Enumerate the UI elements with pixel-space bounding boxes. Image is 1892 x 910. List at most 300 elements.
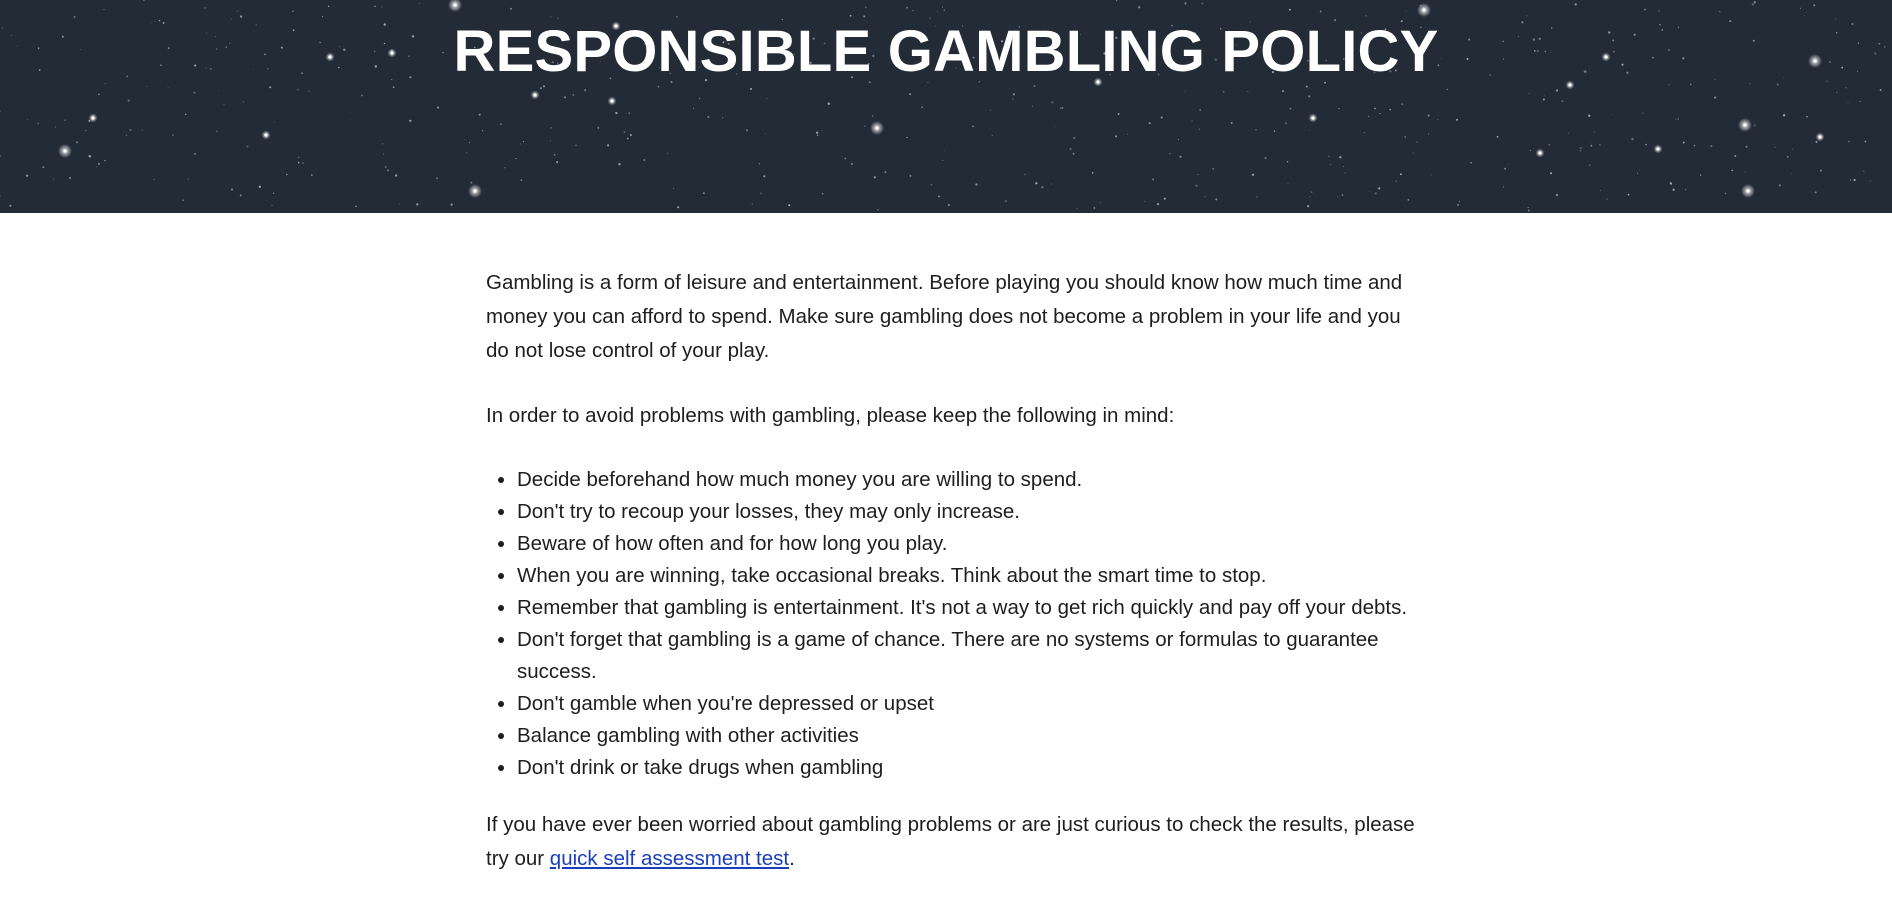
bright-star-core	[1538, 151, 1541, 154]
star	[96, 166, 97, 167]
star	[1850, 179, 1851, 180]
star	[1379, 187, 1380, 188]
star	[1309, 130, 1310, 131]
star	[624, 131, 626, 133]
star	[564, 96, 566, 98]
star	[822, 130, 823, 131]
star	[85, 130, 86, 131]
star	[523, 141, 524, 142]
star	[618, 163, 620, 165]
star	[1231, 122, 1233, 124]
star	[1374, 108, 1376, 110]
star	[1710, 145, 1712, 147]
star	[942, 7, 943, 8]
star	[1804, 15, 1805, 16]
star	[1404, 136, 1405, 137]
star	[153, 179, 154, 180]
star	[98, 163, 100, 165]
star	[1073, 137, 1075, 139]
star	[298, 162, 300, 164]
list-item: • Balance gambling with other activities	[517, 720, 1416, 752]
star	[128, 99, 130, 101]
star	[0, 155, 1, 156]
star	[1152, 178, 1154, 180]
star	[37, 123, 39, 125]
star	[1606, 198, 1607, 199]
closing-paragraph	[486, 808, 1416, 876]
star	[1144, 201, 1145, 202]
star	[1457, 204, 1459, 206]
closing-text: If you have ever been worried about gambling problems or are just curious to check the results, please try our	[486, 813, 1415, 870]
star	[1459, 201, 1461, 203]
star	[515, 158, 516, 159]
star	[98, 93, 100, 95]
star	[465, 139, 466, 140]
star	[1550, 172, 1552, 174]
star	[500, 123, 501, 124]
star	[1437, 119, 1438, 120]
star	[627, 138, 629, 140]
star	[1637, 173, 1638, 174]
star	[231, 188, 233, 190]
star	[188, 178, 189, 179]
star	[172, 134, 173, 135]
star	[1255, 129, 1256, 130]
star	[395, 174, 397, 176]
star	[1378, 187, 1380, 189]
star	[381, 6, 382, 7]
star	[1658, 10, 1659, 11]
bright-star-core	[91, 116, 94, 119]
star	[722, 117, 723, 118]
star	[1734, 155, 1736, 157]
star	[816, 132, 818, 134]
star	[1628, 194, 1630, 196]
star	[1528, 210, 1530, 212]
star	[1070, 148, 1072, 150]
star	[1800, 8, 1801, 9]
star	[788, 204, 790, 206]
star	[556, 161, 558, 163]
star	[550, 127, 552, 129]
star	[1580, 150, 1582, 152]
star	[76, 141, 78, 143]
star	[1820, 170, 1822, 172]
bright-star-core	[1746, 189, 1749, 192]
star	[1191, 120, 1193, 122]
star	[224, 104, 225, 105]
star	[1328, 155, 1330, 157]
star	[817, 135, 819, 137]
star	[1847, 102, 1848, 103]
lead-paragraph: In order to avoid problems with gambling, please keep the following in mind:	[486, 404, 1175, 427]
star	[1184, 2, 1186, 4]
star	[1164, 198, 1166, 200]
star	[382, 143, 383, 144]
star	[1447, 89, 1448, 90]
star	[1588, 115, 1590, 117]
star	[1836, 92, 1837, 93]
star	[1330, 164, 1331, 165]
star	[630, 134, 632, 136]
star	[1428, 115, 1430, 117]
star	[944, 150, 945, 151]
list-item: • When you are winning, take occasional breaks. Think about the smart time to stop.	[517, 560, 1416, 592]
star	[1746, 146, 1748, 148]
list-item: • Beware of how often and for how long you play.	[517, 528, 1416, 560]
star	[1865, 141, 1867, 143]
star	[865, 6, 867, 8]
star	[1672, 189, 1674, 191]
self-assessment-link[interactable]: quick self assessment test	[549, 847, 790, 870]
star	[1854, 179, 1856, 181]
star	[1428, 133, 1429, 134]
star	[286, 174, 287, 175]
star	[182, 199, 184, 201]
star	[1719, 11, 1720, 12]
star	[1092, 172, 1094, 174]
bright-star-core	[610, 99, 613, 102]
star	[1783, 114, 1785, 116]
star	[387, 169, 389, 171]
star	[1400, 173, 1402, 175]
star	[942, 160, 943, 161]
star	[944, 9, 946, 11]
star	[872, 115, 873, 116]
star	[479, 114, 481, 116]
star	[1813, 4, 1815, 6]
star	[1368, 116, 1369, 117]
list-item: • Don't try to recoup your losses, they may only increase.	[517, 496, 1416, 528]
star	[1806, 116, 1808, 118]
star	[204, 7, 206, 9]
star	[1870, 180, 1871, 181]
star	[1806, 12, 1807, 13]
star	[1590, 142, 1591, 143]
star	[912, 10, 913, 11]
star	[1041, 186, 1043, 188]
star	[64, 119, 66, 121]
star	[69, 177, 71, 179]
star	[1247, 91, 1248, 92]
star	[451, 203, 453, 205]
star	[615, 112, 617, 114]
star	[575, 144, 577, 146]
star	[628, 112, 630, 114]
star	[1860, 101, 1861, 102]
star	[142, 129, 143, 130]
star	[1138, 6, 1140, 8]
star	[550, 141, 551, 142]
star	[1199, 109, 1201, 111]
star	[237, 11, 238, 12]
star	[1337, 196, 1338, 197]
star	[298, 157, 299, 158]
star	[554, 154, 556, 156]
star	[937, 11, 938, 12]
star	[1290, 108, 1292, 110]
star	[273, 192, 274, 193]
star	[1775, 147, 1776, 148]
star	[1589, 164, 1590, 165]
star	[53, 179, 54, 180]
star	[1416, 141, 1418, 143]
star	[877, 209, 879, 211]
star	[765, 133, 766, 134]
star	[1073, 153, 1075, 155]
star	[274, 121, 275, 122]
star	[216, 130, 218, 132]
star	[1683, 142, 1685, 144]
star	[707, 116, 709, 118]
list-item: • Remember that gambling is entertainment. It's not a way to get rich quickly and pay off your debts.	[517, 592, 1416, 624]
star	[1792, 149, 1793, 150]
star	[1149, 122, 1151, 124]
star	[1642, 113, 1643, 114]
star	[1568, 133, 1569, 134]
bright-star-core	[1656, 147, 1659, 150]
star	[1215, 198, 1217, 200]
star	[416, 203, 418, 205]
star	[658, 86, 660, 88]
star	[1389, 109, 1391, 111]
star	[1116, 0, 1117, 1]
star	[1287, 161, 1289, 163]
star	[746, 129, 748, 131]
star	[1561, 100, 1563, 102]
star	[752, 204, 753, 205]
star	[0, 111, 1, 112]
star	[1094, 207, 1096, 209]
star	[540, 87, 542, 89]
star	[1779, 184, 1781, 186]
star	[948, 204, 950, 206]
star	[1060, 108, 1061, 109]
list-item: • Decide beforehand how much money you are willing to spend.	[517, 464, 1416, 496]
star	[1815, 191, 1817, 193]
star	[763, 175, 765, 177]
star	[1528, 207, 1529, 208]
star	[243, 101, 245, 103]
star	[1413, 152, 1414, 153]
star	[1530, 150, 1531, 151]
star	[1366, 15, 1367, 16]
star	[1032, 106, 1033, 107]
star	[1631, 138, 1633, 140]
star	[644, 159, 646, 161]
star	[126, 135, 128, 137]
star	[1700, 174, 1701, 175]
star	[1396, 181, 1397, 182]
star	[572, 94, 574, 96]
star	[393, 86, 395, 88]
star	[246, 145, 248, 147]
star	[504, 167, 505, 168]
star	[673, 188, 674, 189]
star	[667, 153, 669, 155]
star	[851, 163, 853, 165]
list-item: • Don't drink or take drugs when gambling	[517, 752, 1416, 784]
star	[1115, 135, 1117, 137]
star	[1644, 8, 1646, 10]
star	[1612, 114, 1613, 115]
list-item: • Don't gamble when you're depressed or upset	[517, 688, 1416, 720]
star	[104, 160, 105, 161]
star	[1161, 116, 1163, 118]
tips-list	[486, 464, 1416, 784]
star	[374, 6, 376, 8]
star	[1005, 200, 1007, 202]
star	[1338, 108, 1339, 109]
star	[992, 135, 993, 136]
star	[482, 130, 483, 131]
star	[1599, 144, 1601, 146]
star	[1061, 107, 1063, 109]
star	[1364, 132, 1365, 133]
star	[1548, 144, 1550, 146]
star	[1308, 95, 1310, 97]
star	[906, 137, 907, 138]
star	[1307, 205, 1309, 207]
star	[1556, 89, 1558, 91]
star	[308, 91, 309, 92]
page-title: RESPONSIBLE GAMBLING POLICY	[453, 19, 1439, 84]
star	[269, 86, 271, 88]
star	[27, 119, 28, 120]
star	[1375, 192, 1377, 194]
star	[1754, 124, 1756, 126]
star	[1169, 153, 1170, 154]
star	[1223, 91, 1225, 93]
bright-star-core	[453, 3, 456, 6]
star	[1311, 192, 1312, 193]
bright-star-core	[473, 189, 476, 192]
star	[129, 129, 131, 131]
policy-content	[486, 266, 1416, 876]
bright-star-core	[875, 126, 878, 129]
closing-period: .	[789, 847, 795, 870]
star	[584, 89, 586, 91]
star	[185, 114, 186, 115]
star	[1731, 169, 1733, 171]
star	[1405, 11, 1406, 12]
star	[55, 126, 56, 127]
star	[259, 186, 261, 188]
star	[1752, 3, 1754, 5]
star	[909, 93, 911, 95]
star	[1543, 98, 1545, 100]
star	[1051, 101, 1053, 103]
star	[850, 15, 852, 17]
star	[350, 112, 351, 113]
star	[89, 155, 91, 157]
star	[1157, 203, 1159, 205]
star	[409, 120, 411, 122]
star	[1845, 87, 1847, 89]
star	[598, 127, 600, 129]
star	[194, 153, 196, 155]
star	[1880, 89, 1882, 91]
star	[1497, 136, 1499, 138]
star	[292, 11, 294, 13]
star	[1470, 162, 1472, 164]
bright-star-core	[1422, 8, 1425, 11]
star	[1289, 9, 1291, 11]
star	[1675, 119, 1676, 120]
star	[240, 194, 242, 196]
star	[1685, 189, 1686, 190]
star	[1012, 98, 1014, 100]
star	[1205, 196, 1206, 197]
star	[1309, 196, 1310, 197]
star	[1252, 174, 1254, 176]
star	[1369, 191, 1370, 192]
star	[760, 192, 762, 194]
star	[1456, 119, 1458, 121]
intro-paragraph: Gambling is a form of leisure and entertainment. Before playing you should know how much time and money you can afford to spend. Make sure gambling does not become a problem in your life and you do not lose control of your play.	[486, 271, 1403, 362]
star	[1407, 199, 1409, 201]
star	[844, 158, 846, 160]
star	[1198, 174, 1199, 175]
star	[520, 179, 522, 181]
star	[1013, 93, 1015, 95]
star	[1529, 93, 1530, 94]
bright-star-core	[264, 133, 267, 136]
bright-star-core	[63, 149, 66, 152]
star	[1508, 163, 1509, 164]
star	[1274, 130, 1275, 131]
star	[1526, 15, 1527, 16]
star	[328, 6, 329, 7]
star	[1600, 190, 1601, 191]
star	[1431, 174, 1432, 175]
star	[1051, 183, 1052, 184]
star	[1544, 95, 1545, 96]
star	[520, 143, 522, 145]
star	[1199, 129, 1200, 130]
star	[1320, 11, 1322, 13]
star	[1816, 141, 1818, 143]
star	[302, 162, 304, 164]
bright-star-core	[1743, 123, 1746, 126]
star	[828, 103, 830, 105]
hero-banner	[0, 0, 1892, 213]
star	[1195, 185, 1197, 187]
star	[0, 195, 1, 196]
star	[693, 108, 694, 109]
star	[1745, 172, 1746, 173]
star	[385, 166, 387, 168]
star	[1077, 208, 1078, 209]
star	[436, 177, 437, 178]
star	[219, 90, 220, 91]
star	[703, 192, 705, 194]
star	[1694, 145, 1695, 146]
star	[272, 205, 273, 206]
star	[104, 9, 105, 10]
star	[1282, 90, 1284, 92]
star	[1754, 1, 1756, 3]
star	[1185, 90, 1186, 91]
star	[9, 205, 11, 207]
star	[938, 195, 940, 197]
star	[1670, 182, 1672, 184]
star	[1118, 113, 1120, 115]
star	[1264, 157, 1266, 159]
star	[931, 184, 933, 186]
star	[1379, 113, 1380, 114]
star	[297, 89, 299, 91]
